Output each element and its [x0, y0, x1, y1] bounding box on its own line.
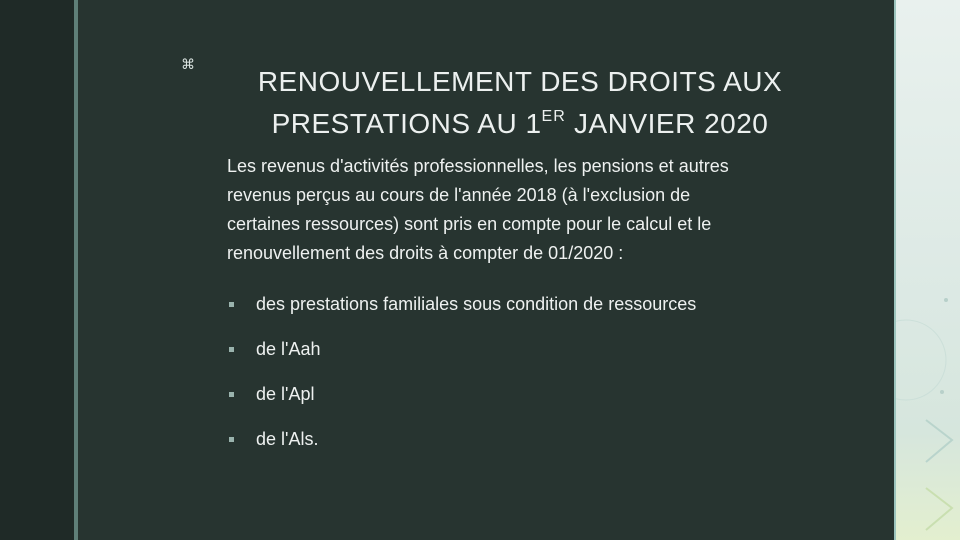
title-superscript: ER	[541, 108, 566, 125]
left-band	[0, 0, 76, 540]
list-item	[227, 417, 696, 462]
bullet-text: de l'Apl	[256, 384, 315, 404]
body-line: renouvellement des droits à compter de 01/2020 :	[227, 243, 624, 263]
list-item	[227, 372, 696, 417]
square-bullet-icon	[229, 347, 234, 352]
body-line: certaines ressources) sont pris en compte pour le calcul et le	[227, 214, 712, 234]
body-paragraph	[227, 152, 827, 268]
list-item	[227, 282, 696, 327]
chevron-decoration	[896, 0, 960, 540]
square-bullet-icon	[229, 392, 234, 397]
slide-title	[220, 64, 820, 141]
z-logo-icon: ⌘	[181, 56, 195, 72]
body-line: revenus perçus au cours de l'année 2018 (à l'exclusion de	[227, 185, 691, 205]
list-item	[227, 327, 696, 372]
bullet-text: des prestations familiales sous condition de ressources	[256, 294, 697, 314]
title-line-2-post: JANVIER 2020	[565, 108, 769, 139]
title-line-1: RENOUVELLEMENT DES DROITS AUX	[257, 66, 783, 97]
bullet-text: de l'Als.	[256, 429, 319, 449]
bullet-text: de l'Aah	[256, 339, 321, 359]
title-line-2-pre: PRESTATIONS AU 1	[271, 108, 542, 139]
square-bullet-icon	[229, 437, 234, 442]
bullet-list	[227, 282, 696, 462]
body-line: Les revenus d'activités professionnelles, les pensions et autres	[227, 156, 729, 176]
square-bullet-icon	[229, 302, 234, 307]
